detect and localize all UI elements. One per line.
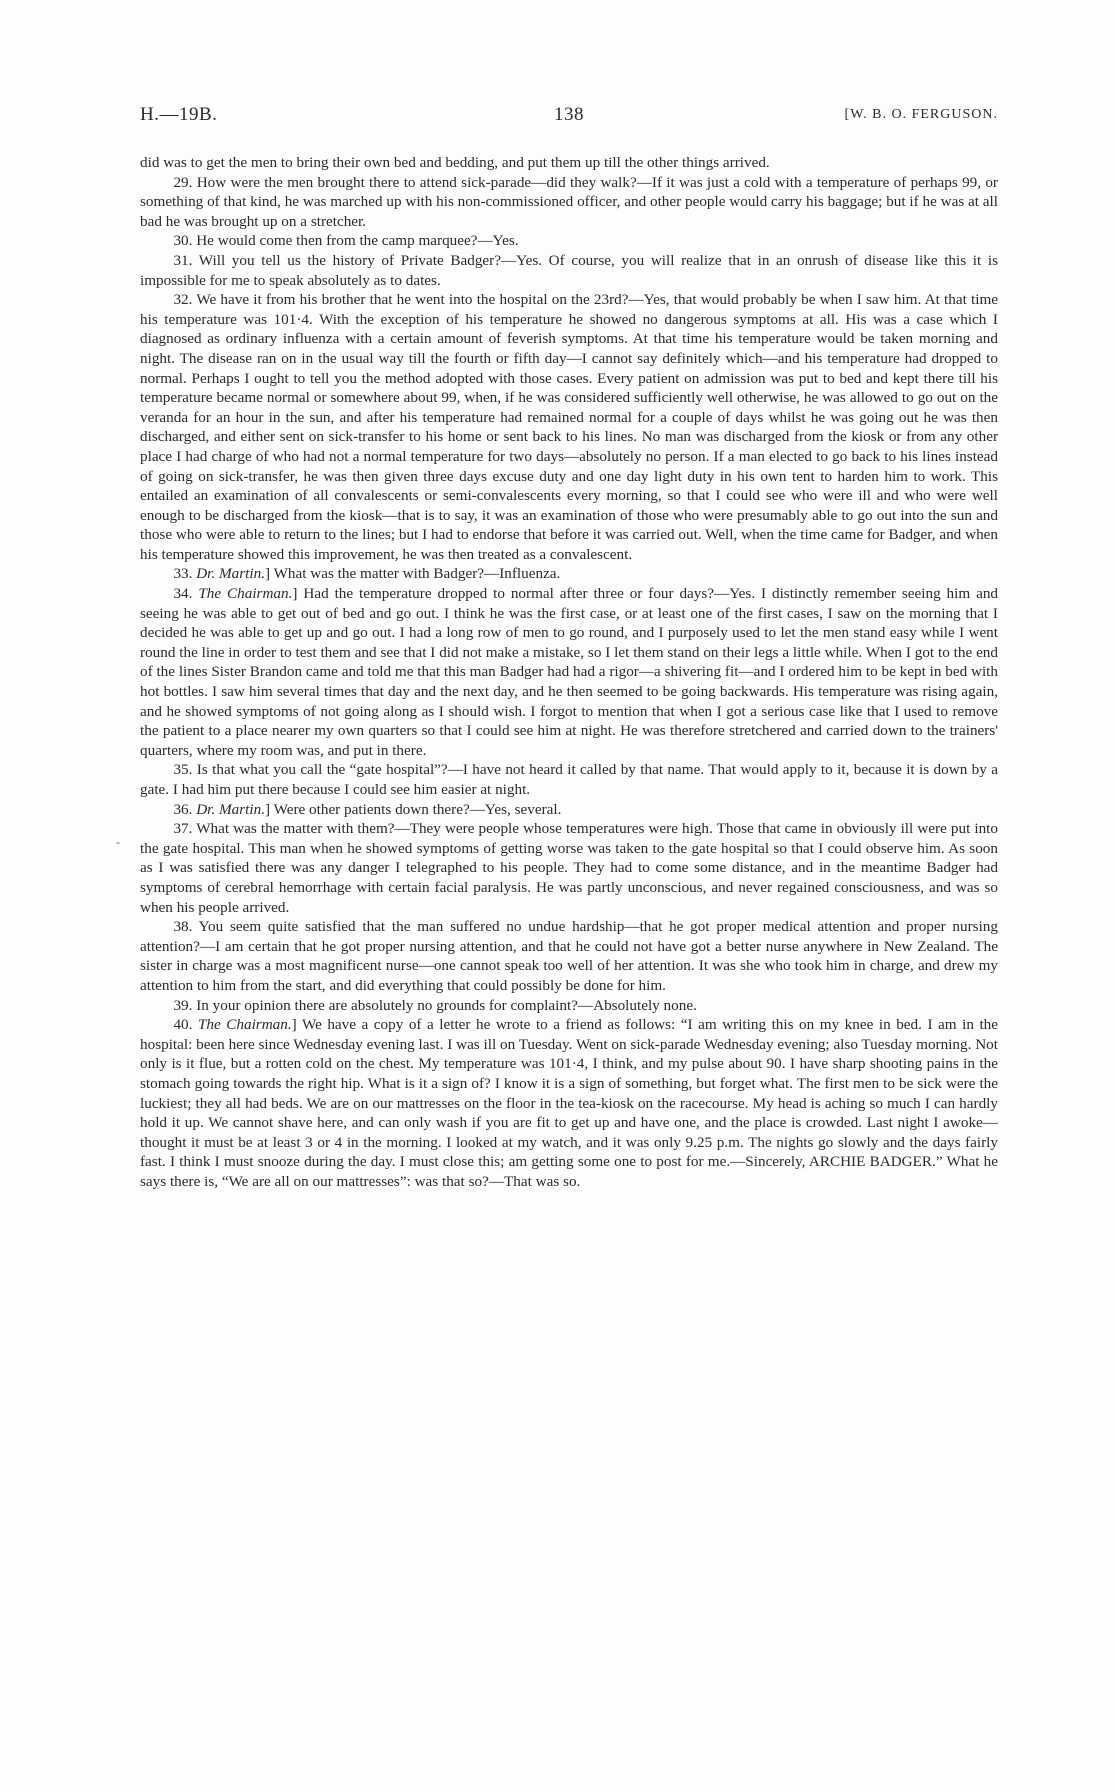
paragraph: 34. The Chairman.] Had the temperature dropped to normal after three or four days?—Yes. I distinctly remember seeing him and seeing he was able to get out of bed and go out. I think he was the first case, or at least one of the first cases, I saw on the morning that I decided he was able to get up and go out. I had a long row of men to go round, and I purposely used to let the men stand easy while I went round the line in order to test them and see that I did not make a mistake, so I let them stand on their legs a little while. When I got to the end of the lines Sister Brandon came and told me that this man Badger had had a rigor—a shivering fit—and I ordered him to be kept in bed with hot bottles. I saw him several times that day and the next day, and he then seemed to be going backwards. His temperature was rising again, and he showed symptoms of not going along as I should wish. I forgot to mention that when I got a serious case like that I used to remove the patient to a place nearer my own quarters so that I could see him at night. He was therefore stretchered and carried down to the trainers' quarters, where my room was, and put in there. [140,585,999,759]
margin-mark: - [116,835,120,849]
witness-name: [W. B. O. FERGUSON. [844,107,998,122]
paragraph: 36. Dr. Martin.] Were other patients down there?—Yes, several. [173,800,562,818]
page-number: 138 [554,104,584,125]
body-text [140,153,998,1191]
paragraph: did was to get the men to bring their own bed and bedding, and put them up till the other things arrived. [140,154,770,171]
page-header [140,104,998,130]
paragraph: 30. He would come then from the camp marquee?—Yes. [173,232,519,250]
speaker-label: Dr. Martin.] [196,565,271,583]
speaker-label: The Chairman.] [198,585,298,603]
paragraph: 33. Dr. Martin.] What was the matter with Badger?—Influenza. [173,565,561,583]
paragraph: 39. In your opinion there are absolutely no grounds for complaint?—Absolutely none. [173,996,697,1014]
paragraph: 40. The Chairman.] We have a copy of a letter he wrote to a friend as follows: “I am writing this on my knee in bed. I am in the hospital: been here since Wednesday evening last. I was ill on Tuesday. Went on sick-parade Wednesday evening; also Tuesday morning. Not only is it flue, but a rotten cold on the chest. My temperature was 101·4, I think, and my pulse about 90. I have sharp shooting pains in the stomach going towards the right hip. What is it a sign of? I know it is a sign of something, but forget what. The first men to be sick were the luckiest; they all had beds. We are on our mattresses on the floor in the tea-kiosk on the racecourse. My head is aching so much I can hardly hold it up. We cannot shave here, and can only wash if you are fit to get up and have one, and the place is crowded. Last night I awoke—thought it must be at least 3 or 4 in the morning. I looked at my watch, and it was only 9.25 p.m. The nights go slowly and the days fairly fast. I think I must snooze during the day. I must close this; am getting some one to post for me.—Sincerely, ARCHIE BADGER.” What he says there is, “We are all on our mattresses”: was that so?—That was so. [140,1016,998,1190]
paragraph: 32. We have it from his brother that he went into the hospital on the 23rd?—Yes, that would probably be when I saw him. At that time his temperature was 101·4. With the exception of his temperature he showed no dangerous symptoms at all. His was a case which I diagnosed as ordinary influenza with a certain amount of feverish symptoms. At that time his temperature would be taken morning and night. The disease ran on in the usual way till the fourth or fifth day—I cannot say definitely which—and his temperature had dropped to normal. Perhaps I ought to tell you the method adopted with those cases. Every patient on admission was put to bed and kept there till his temperature became normal or somewhere about 99, when, if he was considered sufficiently well otherwise, he was allowed to go out on the veranda for an hour in the sun, and after his temperature had remained normal for a couple of days whilst he was going out he was then discharged, and either sent on sick-transfer to his home or sent back to his lines. No man was discharged from the kiosk or from any other place I had charge of who had not a normal temperature for two days—absolutely no person. If a man elected to go back to his lines instead of going on sick-transfer, he was then given three days excuse duty and one day light duty in his own tent to harden him to work. This entailed an examination of all convalescents or semi-convalescents every morning, so that I could see who were ill and who were well enough to be discharged from the kiosk—that is to say, it was an examination of those who were presumably able to go out into the sun and those who were able to return to the lines; but I had to endorse that before it was carried out. Well, when the time came for Badger, and when his temperature showed this improvement, he was then treated as a convalescent. [140,291,998,563]
paragraph: 37. What was the matter with them?—They were people whose temperatures were high. Those that came in obviously ill were put into the gate hospital. This man when he showed symptoms of getting worse was taken to the gate hospital so that I could observe him. As soon as I was satisfied there was any danger I telegraphed to his people. They had to come some distance, and in the meantime Badger had symptoms of cerebral hemorrhage with certain facial paralysis. He was partly unconscious, and never regained consciousness, and was so when his people arrived. [140,820,998,916]
paragraph: 35. Is that what you call the “gate hospital”?—I have not heard it called by that name. That would apply to it, because it is down by a gate. I had him put there because I could see him easier at night. [140,761,998,798]
paragraph: 29. How were the men brought there to attend sick-parade—did they walk?—If it was just a cold with a temperature of perhaps 99, or something of that kind, he was marched up with his non-commissioned officer, and other people would carry his baggage; but if he was at all bad he was brought up on a stretcher. [140,173,998,230]
document-reference: H.—19B. [140,104,218,125]
paragraph: 31. Will you tell us the history of Private Badger?—Yes. Of course, you will realize that in an onrush of disease like this it is impossible for me to speak absolutely as to dates. [140,251,998,289]
paragraph: 38. You seem quite satisfied that the man suffered no undue hardship—that he got proper medical attention and proper nursing attention?—I am certain that he got proper nursing attention, and that he could not have got a better nurse anywhere in New Zealand. The sister in charge was a most magnificent nurse—one cannot speak too well of her attention. It was she who took him in charge, and drew my attention to him from the start, and did everything that could possibly be done for him. [140,918,998,994]
speaker-label: Dr. Martin.] [196,800,271,818]
speaker-label: The Chairman.] [197,1016,297,1034]
